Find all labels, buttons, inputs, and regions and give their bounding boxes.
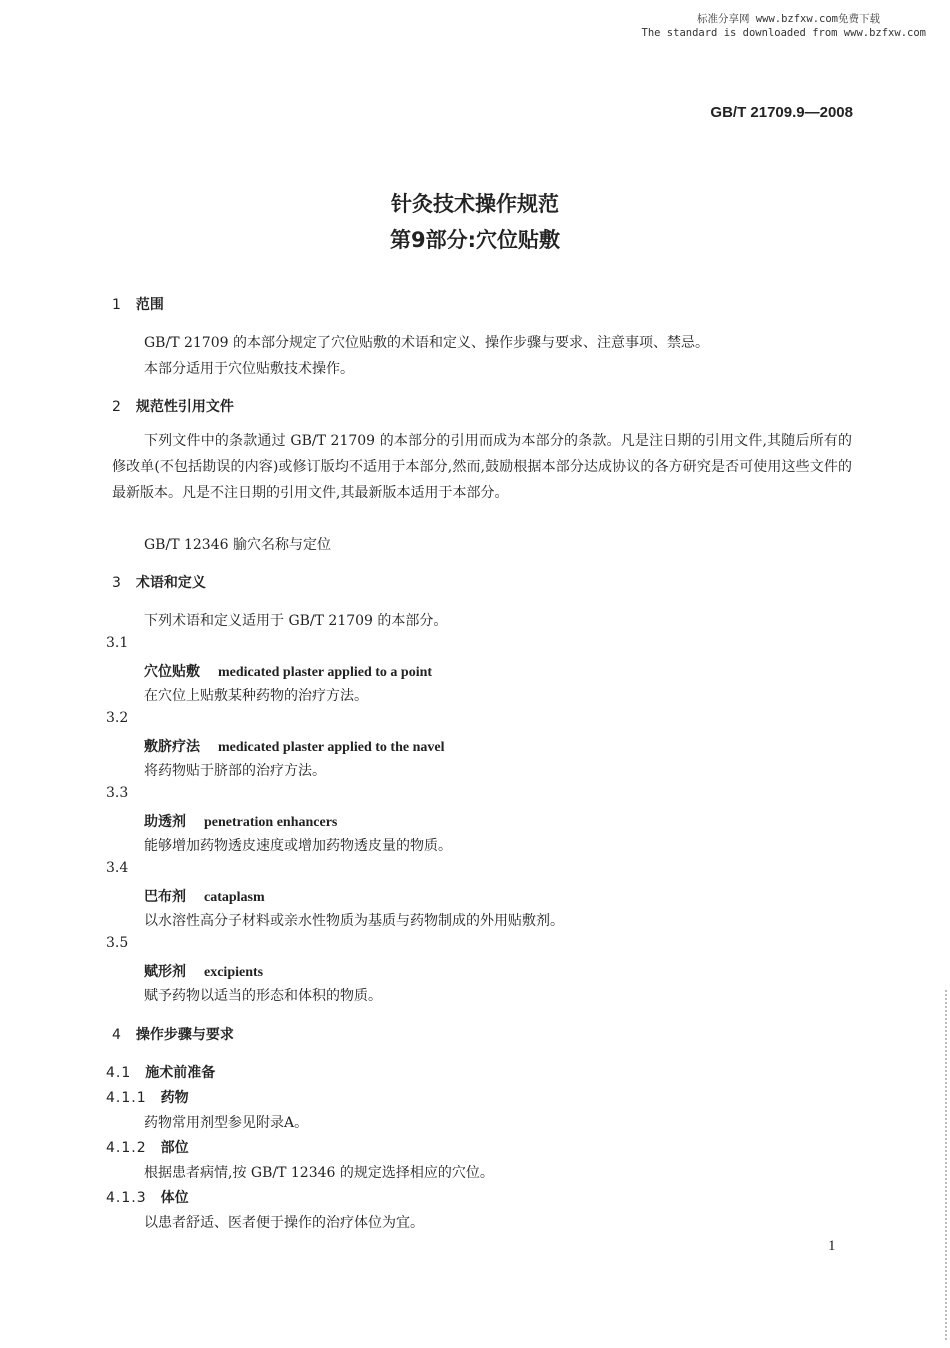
term-cn: 巴布剂 (144, 889, 186, 905)
term-heading (144, 961, 263, 981)
subsection-number: 4.1.3 (106, 1190, 147, 1206)
term-definition: 以水溶性高分子材料或亲水性物质为基质与药物制成的外用贴敷剂。 (144, 913, 564, 929)
subsection-4-1-2-text: 根据患者病情,按 GB/T 12346 的规定选择相应的穴位。 (144, 1165, 494, 1181)
term-cn: 敷脐疗法 (144, 739, 200, 755)
term-definition: 能够增加药物透皮速度或增加药物透皮量的物质。 (144, 838, 452, 854)
section-number: 1 (112, 297, 122, 313)
section-1-paragraph-1: GB/T 21709 的本部分规定了穴位贴敷的术语和定义、操作步骤与要求、注意事项、禁忌。 (144, 335, 709, 351)
term-number: 3.2 (106, 710, 129, 726)
term-heading (144, 811, 337, 831)
term-heading (144, 886, 265, 906)
term-number: 3.1 (106, 635, 129, 651)
section-number: 3 (112, 575, 122, 591)
subsection-4-1-1-heading (106, 1087, 189, 1107)
section-title: 范围 (135, 297, 164, 313)
document-subtitle: 第9部分:穴位贴敷 (389, 228, 560, 252)
subsection-4-1-1-text: 药物常用剂型参见附录A。 (144, 1115, 309, 1131)
subsection-number: 4.1 (106, 1065, 132, 1081)
term-cn: 赋形剂 (144, 964, 186, 980)
term-en: penetration enhancers (204, 815, 338, 830)
watermark-line-1: 标准分享网 www.bzfxw.com免费下载 (696, 13, 880, 25)
subsection-title: 部位 (160, 1140, 189, 1156)
term-definition: 将药物贴于脐部的治疗方法。 (144, 763, 326, 779)
term-en: medicated plaster applied to a point (218, 665, 433, 680)
term-definition: 在穴位上贴敷某种药物的治疗方法。 (144, 688, 368, 704)
section-4-heading (112, 1024, 234, 1044)
page-number: 1 (828, 1238, 836, 1254)
document-title: 针灸技术操作规范 (391, 192, 559, 216)
term-heading (144, 661, 432, 681)
section-1-paragraph-2: 本部分适用于穴位贴敷技术操作。 (144, 361, 354, 377)
standard-number: GB/T 21709.9—2008 (710, 104, 853, 121)
section-2-paragraph: 下列文件中的条款通过 GB/T 21709 的本部分的引用而成为本部分的条款。凡是注日期的引用文件,其随后所有的修改单(不包括勘误的内容)或修订版均不适用于本部分,然而,鼓励根据本部分达成协议的各方研究是否可使用这些文件的最新版本。凡是不注日期的引用文件,其最新版本适用于本部分。 (112, 433, 852, 501)
section-title: 术语和定义 (135, 575, 206, 591)
term-cn: 穴位贴敷 (144, 664, 200, 680)
scan-edge-divider (943, 990, 947, 1340)
section-number: 4 (112, 1027, 122, 1043)
section-2-heading (112, 396, 234, 416)
subsection-number: 4.1.2 (106, 1140, 147, 1156)
term-heading (144, 736, 444, 756)
section-1-heading (112, 294, 164, 314)
section-title: 操作步骤与要求 (135, 1027, 234, 1043)
subsection-title: 施术前准备 (145, 1065, 216, 1081)
section-3-paragraph: 下列术语和定义适用于 GB/T 21709 的本部分。 (144, 613, 448, 629)
subsection-title: 药物 (160, 1090, 189, 1106)
term-en: excipients (204, 965, 264, 980)
term-number: 3.3 (106, 785, 129, 801)
section-3-heading (112, 572, 206, 592)
term-cn: 助透剂 (144, 814, 186, 830)
term-en: medicated plaster applied to the navel (218, 740, 445, 755)
watermark-line-2: The standard is downloaded from www.bzfxw.com (641, 27, 926, 39)
section-title: 规范性引用文件 (135, 399, 234, 415)
subsection-number: 4.1.1 (106, 1090, 147, 1106)
subsection-4-1-2-heading (106, 1137, 189, 1157)
term-number: 3.4 (106, 860, 129, 876)
normative-reference: GB/T 12346 腧穴名称与定位 (144, 537, 331, 553)
term-definition: 赋予药物以适当的形态和体积的物质。 (144, 988, 382, 1004)
term-en: cataplasm (204, 890, 265, 905)
subsection-4-1-heading (106, 1062, 215, 1082)
term-number: 3.5 (106, 935, 129, 951)
subsection-title: 体位 (160, 1190, 189, 1206)
subsection-4-1-3-heading (106, 1187, 189, 1207)
subsection-4-1-3-text: 以患者舒适、医者便于操作的治疗体位为宜。 (144, 1215, 424, 1231)
section-number: 2 (112, 399, 122, 415)
